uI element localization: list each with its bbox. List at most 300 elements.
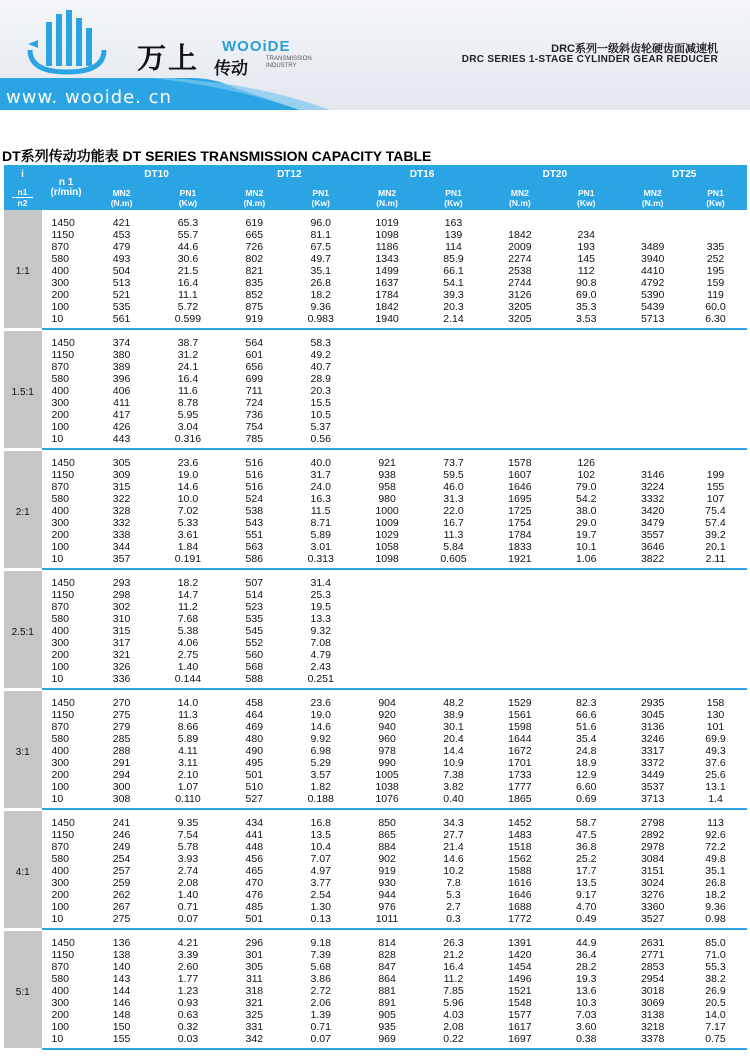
power-cell: 101 bbox=[706, 721, 725, 733]
power-cell bbox=[419, 361, 489, 373]
header-speed-label: n 1 bbox=[58, 176, 74, 188]
ratio-cell: 3:1 bbox=[4, 689, 42, 809]
table-row bbox=[4, 601, 747, 613]
torque-cell: 3420 bbox=[640, 505, 665, 517]
power-cell: 3.39 bbox=[177, 949, 199, 961]
torque-cell: 3646 bbox=[640, 541, 665, 553]
power-cell: 5.38 bbox=[177, 625, 199, 637]
table-row bbox=[4, 721, 747, 733]
torque-cell bbox=[356, 361, 419, 373]
torque-unit: (N.m) bbox=[508, 197, 531, 208]
power-label: PN1 bbox=[707, 187, 724, 198]
torque-cell: 551 bbox=[245, 529, 264, 541]
speed-cell: 200 bbox=[51, 289, 70, 301]
power-cell: 17.7 bbox=[576, 865, 597, 877]
torque-cell: 3136 bbox=[640, 721, 665, 733]
table-row bbox=[4, 649, 747, 661]
torque-cell: 1646 bbox=[508, 481, 532, 493]
power-cell: 10.1 bbox=[576, 541, 597, 553]
torque-cell bbox=[488, 661, 551, 673]
torque-cell: 905 bbox=[378, 1009, 396, 1021]
torque-cell: 1098 bbox=[356, 553, 419, 569]
power-cell: 29.0 bbox=[576, 517, 597, 529]
table-row bbox=[4, 589, 747, 601]
speed-cell: 100 bbox=[51, 661, 70, 673]
torque-cell: 453 bbox=[112, 229, 131, 241]
power-cell: 55.3 bbox=[705, 961, 726, 973]
power-cell: 16.8 bbox=[310, 817, 331, 829]
power-cell: 9.17 bbox=[576, 889, 597, 901]
power-cell: 1.07 bbox=[177, 781, 199, 793]
table-row bbox=[4, 481, 747, 493]
power-cell: 13.6 bbox=[576, 985, 597, 997]
power-cell bbox=[419, 613, 489, 625]
table-row bbox=[4, 637, 747, 649]
torque-cell: 301 bbox=[245, 949, 264, 961]
torque-cell: 1842 bbox=[375, 301, 399, 313]
power-cell: 14.7 bbox=[177, 589, 199, 601]
torque-cell bbox=[488, 349, 551, 361]
power-unit: (Kw) bbox=[444, 197, 463, 208]
speed-cell: 400 bbox=[51, 625, 70, 637]
logo-icon bbox=[24, 8, 110, 78]
power-cell: 9.92 bbox=[310, 733, 331, 745]
power-cell: 66.1 bbox=[443, 265, 464, 277]
power-cell bbox=[419, 569, 489, 589]
torque-cell bbox=[356, 385, 419, 397]
torque-cell: 1607 bbox=[508, 469, 532, 481]
torque-cell: 1098 bbox=[375, 229, 399, 241]
torque-cell: 935 bbox=[378, 1021, 396, 1033]
power-cell: 5.96 bbox=[443, 997, 464, 1009]
torque-cell: 4792 bbox=[640, 277, 665, 289]
torque-cell bbox=[621, 589, 684, 601]
power-cell: 28.9 bbox=[310, 373, 331, 385]
torque-cell: 656 bbox=[245, 361, 264, 373]
table-row bbox=[4, 961, 747, 973]
power-cell: 2.43 bbox=[310, 661, 331, 673]
power-label: PN1 bbox=[577, 187, 595, 198]
torque-cell: 1496 bbox=[508, 973, 532, 985]
power-cell: 2.08 bbox=[177, 877, 199, 889]
table-row bbox=[4, 1009, 747, 1021]
table-row bbox=[4, 397, 747, 409]
torque-cell: 564 bbox=[245, 337, 264, 349]
speed-cell: 300 bbox=[51, 517, 70, 529]
speed-cell: 1150 bbox=[51, 829, 75, 841]
table-row bbox=[4, 1033, 747, 1049]
power-label: PN1 bbox=[312, 187, 329, 198]
table-row bbox=[4, 329, 747, 349]
torque-cell: 601 bbox=[245, 349, 264, 361]
table-row bbox=[4, 889, 747, 901]
speed-cell: 100 bbox=[51, 301, 70, 313]
power-cell: 25.6 bbox=[705, 769, 726, 781]
website-url[interactable]: www. wooide. cn bbox=[6, 87, 172, 108]
power-cell: 57.4 bbox=[705, 517, 726, 529]
power-cell: 4.03 bbox=[443, 1009, 464, 1021]
torque-cell: 504 bbox=[112, 265, 131, 277]
power-cell: 155 bbox=[706, 481, 725, 493]
speed-cell: 200 bbox=[51, 529, 70, 541]
torque-cell: 1688 bbox=[508, 901, 532, 913]
torque-cell: 331 bbox=[245, 1021, 264, 1033]
power-cell: 20.4 bbox=[443, 733, 464, 745]
table-row bbox=[4, 689, 747, 709]
power-cell: 79.0 bbox=[576, 481, 597, 493]
power-cell: 0.75 bbox=[684, 1033, 747, 1049]
table-row bbox=[4, 877, 747, 889]
speed-cell: 1150 bbox=[51, 469, 75, 481]
power-cell: 38.0 bbox=[576, 505, 597, 517]
power-cell: 0.69 bbox=[551, 793, 621, 809]
torque-cell bbox=[356, 421, 419, 433]
power-cell: 126 bbox=[577, 457, 595, 469]
torque-cell: 1617 bbox=[508, 1021, 532, 1033]
table-row bbox=[4, 349, 747, 361]
torque-cell: 1029 bbox=[375, 529, 399, 541]
power-cell: 44.6 bbox=[177, 241, 199, 253]
power-cell: 0.71 bbox=[177, 901, 199, 913]
power-cell: 22.0 bbox=[443, 505, 464, 517]
torque-cell bbox=[488, 361, 551, 373]
power-cell: 20.3 bbox=[310, 385, 331, 397]
power-cell: 14.0 bbox=[705, 1009, 726, 1021]
power-cell: 90.8 bbox=[576, 277, 597, 289]
power-cell: 14.4 bbox=[443, 745, 464, 757]
torque-cell: 249 bbox=[112, 841, 131, 853]
power-cell bbox=[551, 661, 621, 673]
table-row bbox=[4, 493, 747, 505]
torque-cell bbox=[621, 613, 684, 625]
torque-cell: 3084 bbox=[640, 853, 665, 865]
power-cell: 85.0 bbox=[705, 937, 726, 949]
power-cell: 0.38 bbox=[551, 1033, 621, 1049]
speed-cell: 300 bbox=[51, 637, 70, 649]
table-row bbox=[4, 517, 747, 529]
power-cell: 58.7 bbox=[576, 817, 597, 829]
torque-cell: 275 bbox=[112, 709, 131, 721]
torque-cell: 294 bbox=[112, 769, 131, 781]
torque-cell bbox=[621, 449, 684, 469]
power-cell: 9.32 bbox=[310, 625, 331, 637]
torque-cell: 919 bbox=[378, 865, 396, 877]
torque-cell bbox=[356, 649, 419, 661]
torque-cell: 1865 bbox=[488, 793, 551, 809]
torque-unit: (N.m) bbox=[243, 197, 266, 208]
torque-cell: 262 bbox=[112, 889, 131, 901]
power-cell: 0.49 bbox=[551, 913, 621, 929]
speed-cell: 580 bbox=[51, 253, 70, 265]
power-cell: 20.5 bbox=[705, 997, 726, 1009]
torque-cell: 241 bbox=[112, 817, 131, 829]
brand-suffix-cn: 传动 bbox=[214, 59, 248, 79]
torque-cell bbox=[621, 210, 684, 229]
power-cell: 6.98 bbox=[310, 745, 331, 757]
capacity-table bbox=[4, 165, 747, 1051]
power-cell bbox=[684, 433, 747, 449]
power-cell: 96.0 bbox=[310, 217, 331, 229]
table-row bbox=[4, 913, 747, 929]
power-cell: 35.3 bbox=[576, 301, 597, 313]
torque-cell: 443 bbox=[90, 433, 153, 449]
power-cell: 36.8 bbox=[576, 841, 597, 853]
torque-cell: 321 bbox=[245, 997, 264, 1009]
torque-cell: 814 bbox=[378, 937, 396, 949]
torque-cell: 919 bbox=[223, 313, 286, 329]
torque-cell: 1343 bbox=[375, 253, 399, 265]
power-cell bbox=[684, 210, 747, 229]
torque-cell: 326 bbox=[112, 661, 131, 673]
torque-cell: 1005 bbox=[375, 769, 399, 781]
power-cell: 10.9 bbox=[443, 757, 464, 769]
product-title-cn: DRC系列一级斜齿轮硬齿面减速机 bbox=[551, 43, 718, 55]
torque-label: MN2 bbox=[510, 187, 529, 198]
torque-cell: 136 bbox=[112, 937, 131, 949]
torque-cell bbox=[621, 569, 684, 589]
speed-cell: 870 bbox=[51, 481, 70, 493]
table-row bbox=[4, 865, 747, 877]
power-cell: 7.68 bbox=[177, 613, 199, 625]
power-cell: 9.36 bbox=[705, 901, 726, 913]
power-cell: 0.313 bbox=[286, 553, 356, 569]
torque-cell: 3224 bbox=[640, 481, 665, 493]
torque-cell: 891 bbox=[378, 997, 396, 1009]
torque-cell: 1644 bbox=[508, 733, 532, 745]
power-cell: 13.1 bbox=[705, 781, 726, 793]
torque-cell: 1000 bbox=[375, 505, 399, 517]
power-cell: 145 bbox=[577, 253, 595, 265]
torque-cell bbox=[488, 569, 551, 589]
power-cell: 72.2 bbox=[705, 841, 726, 853]
torque-cell bbox=[488, 210, 551, 229]
torque-cell: 2853 bbox=[640, 961, 665, 973]
torque-cell: 552 bbox=[245, 637, 264, 649]
power-cell: 0.605 bbox=[419, 553, 489, 569]
power-cell: 65.3 bbox=[177, 217, 199, 229]
torque-cell: 1646 bbox=[508, 889, 532, 901]
header-power bbox=[551, 185, 621, 210]
power-cell: 0.251 bbox=[286, 673, 356, 689]
power-cell: 9.35 bbox=[177, 817, 199, 829]
torque-cell: 380 bbox=[112, 349, 131, 361]
torque-cell: 309 bbox=[112, 469, 131, 481]
torque-cell: 3138 bbox=[640, 1009, 665, 1021]
speed-cell: 870 bbox=[51, 961, 70, 973]
torque-cell: 1842 bbox=[508, 229, 532, 241]
torque-cell bbox=[621, 397, 684, 409]
power-cell: 49.7 bbox=[310, 253, 331, 265]
speed-cell: 1150 bbox=[51, 709, 75, 721]
speed-cell: 1150 bbox=[51, 349, 75, 361]
torque-cell: 469 bbox=[245, 721, 264, 733]
power-cell: 73.7 bbox=[443, 457, 464, 469]
power-cell bbox=[419, 649, 489, 661]
table-row bbox=[4, 793, 747, 809]
header-speed bbox=[42, 165, 91, 210]
torque-cell bbox=[621, 673, 684, 689]
torque-cell: 665 bbox=[245, 229, 264, 241]
power-cell bbox=[551, 361, 621, 373]
power-cell: 26.8 bbox=[705, 877, 726, 889]
torque-cell: 275 bbox=[90, 913, 153, 929]
power-cell: 13.5 bbox=[576, 877, 597, 889]
power-cell: 40.0 bbox=[310, 457, 331, 469]
power-unit: (Kw) bbox=[706, 197, 725, 208]
power-cell: 16.4 bbox=[443, 961, 464, 973]
torque-cell: 3449 bbox=[640, 769, 665, 781]
torque-cell: 940 bbox=[378, 721, 396, 733]
power-cell: 158 bbox=[706, 697, 725, 709]
ratio-cell: 2.5:1 bbox=[4, 569, 42, 689]
torque-cell: 619 bbox=[245, 217, 264, 229]
power-cell: 6.60 bbox=[576, 781, 597, 793]
torque-cell: 305 bbox=[112, 457, 131, 469]
power-cell: 81.1 bbox=[310, 229, 331, 241]
power-cell: 5.84 bbox=[443, 541, 464, 553]
power-cell: 16.4 bbox=[177, 277, 199, 289]
power-cell: 39.3 bbox=[443, 289, 464, 301]
torque-cell: 315 bbox=[112, 625, 131, 637]
power-cell: 4.21 bbox=[177, 937, 199, 949]
torque-cell bbox=[488, 421, 551, 433]
torque-cell: 521 bbox=[112, 289, 131, 301]
speed-cell: 1150 bbox=[51, 949, 75, 961]
torque-cell: 527 bbox=[223, 793, 286, 809]
power-cell bbox=[551, 589, 621, 601]
power-cell: 82.3 bbox=[576, 697, 597, 709]
speed-cell: 1450 bbox=[51, 937, 75, 949]
torque-cell: 1637 bbox=[375, 277, 399, 289]
power-cell: 75.4 bbox=[705, 505, 726, 517]
table-row bbox=[4, 985, 747, 997]
torque-label: MN2 bbox=[643, 187, 662, 198]
speed-cell: 100 bbox=[51, 541, 70, 553]
torque-cell: 5713 bbox=[621, 313, 684, 329]
table-row bbox=[4, 277, 747, 289]
torque-cell bbox=[488, 589, 551, 601]
power-cell: 0.144 bbox=[153, 673, 223, 689]
torque-cell: 1672 bbox=[508, 745, 532, 757]
speed-cell: 870 bbox=[51, 241, 70, 253]
torque-cell: 3332 bbox=[640, 493, 665, 505]
power-cell bbox=[419, 397, 489, 409]
power-cell bbox=[419, 589, 489, 601]
torque-cell: 2009 bbox=[508, 241, 532, 253]
torque-cell bbox=[621, 661, 684, 673]
power-cell: 335 bbox=[706, 241, 725, 253]
power-cell: 11.2 bbox=[443, 973, 464, 985]
power-cell: 34.3 bbox=[443, 817, 464, 829]
power-cell: 1.23 bbox=[177, 985, 199, 997]
power-cell bbox=[551, 329, 621, 349]
power-cell: 19.0 bbox=[310, 709, 331, 721]
torque-cell: 1733 bbox=[508, 769, 532, 781]
power-cell bbox=[684, 385, 747, 397]
torque-cell: 1076 bbox=[356, 793, 419, 809]
power-cell: 1.30 bbox=[310, 901, 331, 913]
torque-cell bbox=[356, 673, 419, 689]
power-cell: 5.68 bbox=[310, 961, 331, 973]
torque-cell: 3018 bbox=[640, 985, 665, 997]
torque-cell: 1598 bbox=[508, 721, 532, 733]
power-cell bbox=[684, 625, 747, 637]
torque-cell bbox=[621, 385, 684, 397]
power-cell: 130 bbox=[706, 709, 725, 721]
power-cell: 2.74 bbox=[177, 865, 199, 877]
power-cell bbox=[551, 421, 621, 433]
header-power bbox=[153, 185, 223, 210]
torque-cell: 1009 bbox=[375, 517, 399, 529]
power-cell: 0.71 bbox=[310, 1021, 331, 1033]
torque-cell: 736 bbox=[245, 409, 264, 421]
torque-cell: 699 bbox=[245, 373, 264, 385]
power-cell: 0.110 bbox=[153, 793, 223, 809]
power-cell: 2.10 bbox=[177, 769, 199, 781]
torque-cell: 560 bbox=[245, 649, 264, 661]
power-cell: 5.37 bbox=[310, 421, 331, 433]
power-cell: 10.3 bbox=[576, 997, 597, 1009]
table-row bbox=[4, 769, 747, 781]
power-cell: 4.97 bbox=[310, 865, 331, 877]
torque-cell: 501 bbox=[223, 913, 286, 929]
power-cell: 0.56 bbox=[286, 433, 356, 449]
torque-cell bbox=[356, 589, 419, 601]
power-cell bbox=[684, 229, 747, 241]
table-row bbox=[4, 625, 747, 637]
torque-cell: 342 bbox=[223, 1033, 286, 1049]
power-cell: 2.75 bbox=[177, 649, 199, 661]
torque-cell: 456 bbox=[245, 853, 264, 865]
power-cell: 3.11 bbox=[178, 757, 198, 769]
torque-cell: 298 bbox=[112, 589, 131, 601]
power-cell: 1.77 bbox=[177, 973, 199, 985]
power-cell: 19.7 bbox=[576, 529, 597, 541]
torque-cell: 711 bbox=[245, 385, 263, 397]
header-model: DT25 bbox=[621, 165, 747, 185]
power-cell: 39.2 bbox=[705, 529, 726, 541]
power-unit: (Kw) bbox=[178, 197, 198, 208]
speed-cell: 10 bbox=[42, 1033, 91, 1049]
speed-cell: 100 bbox=[51, 1021, 70, 1033]
power-cell bbox=[419, 329, 489, 349]
power-label: PN1 bbox=[179, 187, 197, 198]
power-cell: 18.2 bbox=[177, 577, 199, 589]
power-cell: 54.2 bbox=[576, 493, 597, 505]
torque-cell bbox=[621, 421, 684, 433]
torque-cell: 852 bbox=[245, 289, 264, 301]
torque-cell: 338 bbox=[112, 529, 131, 541]
torque-cell: 1019 bbox=[375, 217, 399, 229]
torque-cell bbox=[488, 433, 551, 449]
power-cell: 23.6 bbox=[310, 697, 331, 709]
table-row bbox=[4, 505, 747, 517]
torque-cell: 516 bbox=[245, 457, 264, 469]
header-torque bbox=[488, 185, 551, 210]
power-cell: 5.3 bbox=[446, 889, 461, 901]
power-cell: 15.5 bbox=[310, 397, 331, 409]
torque-cell: 479 bbox=[112, 241, 131, 253]
power-cell bbox=[419, 349, 489, 361]
torque-cell bbox=[488, 673, 551, 689]
power-cell bbox=[684, 569, 747, 589]
table-body bbox=[4, 210, 747, 1049]
torque-cell: 3024 bbox=[640, 877, 665, 889]
power-cell bbox=[419, 661, 489, 673]
torque-cell: 724 bbox=[245, 397, 264, 409]
power-cell: 7.03 bbox=[576, 1009, 597, 1021]
torque-cell: 1754 bbox=[508, 517, 532, 529]
